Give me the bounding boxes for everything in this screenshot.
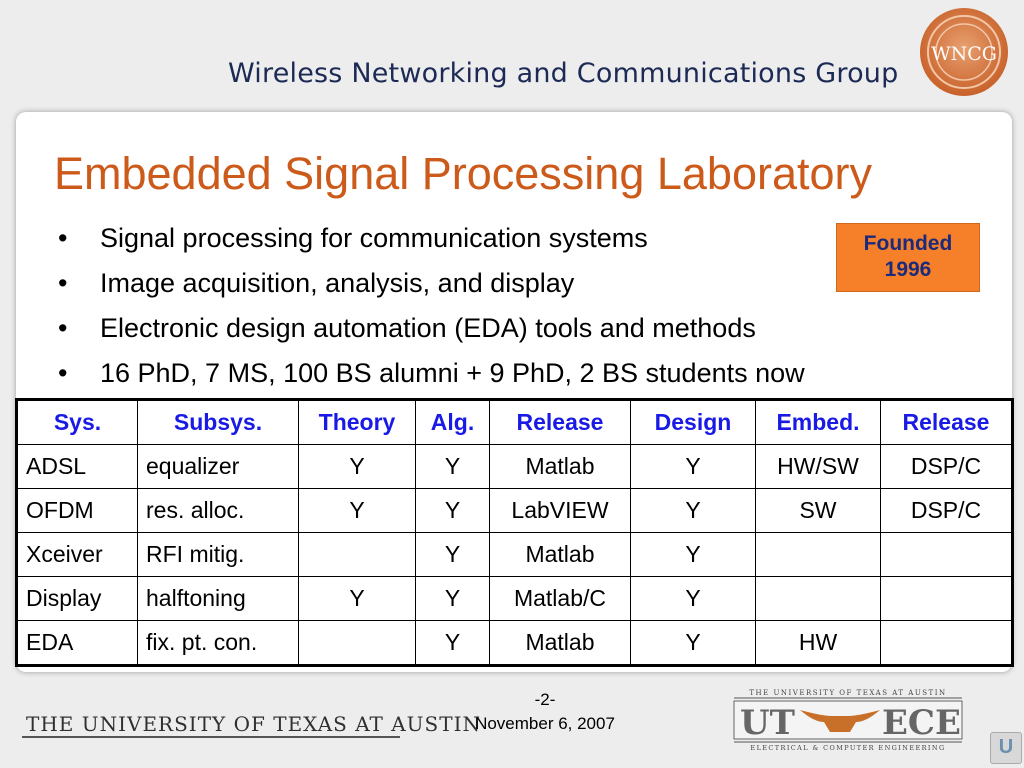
cell-subsys: RFI mitig.: [138, 533, 299, 577]
table-row: [17, 621, 1013, 666]
bullet-item: • 16 PhD, 7 MS, 100 BS alumni + 9 PhD, 2 BS students now: [58, 354, 805, 399]
bullet-icon: •: [58, 313, 68, 343]
founded-badge: [836, 223, 980, 292]
ece-logo-bottom-text: ELECTRICAL & COMPUTER ENGINEERING: [750, 744, 946, 752]
cell-theory: Y: [299, 445, 416, 489]
col-header-embed: Embed.: [756, 400, 881, 445]
cell-release: LabVIEW: [490, 489, 631, 533]
cell-design: Y: [631, 445, 756, 489]
table-row: [17, 489, 1013, 533]
cell-sys: Xceiver: [17, 533, 138, 577]
bullet-icon: •: [58, 358, 68, 388]
cell-sys: Display: [17, 577, 138, 621]
cell-sys: EDA: [17, 621, 138, 666]
page-number: -2-: [534, 690, 556, 709]
cell-release-2: DSP/C: [881, 489, 1013, 533]
cell-alg: Y: [416, 577, 490, 621]
cell-theory: [299, 621, 416, 666]
cell-alg: Y: [416, 489, 490, 533]
col-header-subsys: Subsys.: [138, 400, 299, 445]
cell-design: Y: [631, 489, 756, 533]
cell-sys: ADSL: [17, 445, 138, 489]
cell-embed: HW/SW: [756, 445, 881, 489]
cell-design: Y: [631, 577, 756, 621]
cell-alg: Y: [416, 621, 490, 666]
cell-release: Matlab: [490, 621, 631, 666]
ut-ece-logo: [732, 688, 964, 752]
table-row: [17, 577, 1013, 621]
cell-release-2: [881, 621, 1013, 666]
founded-year: 1996: [884, 258, 932, 281]
bullet-icon: •: [58, 268, 68, 298]
cell-release-2: [881, 577, 1013, 621]
cell-embed: SW: [756, 489, 881, 533]
ut-austin-wordmark: THE UNIVERSITY OF TEXAS AT AUSTIN: [26, 712, 481, 736]
col-header-sys: Sys.: [17, 400, 138, 445]
cell-release-2: DSP/C: [881, 445, 1013, 489]
cell-design: Y: [631, 533, 756, 577]
cell-subsys: halftoning: [138, 577, 299, 621]
cell-subsys: res. alloc.: [138, 489, 299, 533]
col-header-theory: Theory: [299, 400, 416, 445]
u-icon[interactable]: U: [990, 732, 1022, 764]
header-title: Wireless Networking and Communications Group: [228, 58, 899, 89]
cell-release: Matlab: [490, 533, 631, 577]
cell-theory: Y: [299, 489, 416, 533]
logo-text: WNCG: [931, 43, 997, 65]
table-row: [17, 533, 1013, 577]
cell-embed: [756, 533, 881, 577]
col-header-alg: Alg.: [416, 400, 490, 445]
wncg-logo: [918, 6, 1010, 98]
bullet-icon: •: [58, 223, 68, 253]
founded-label: Founded: [863, 232, 953, 255]
table-header-row: [17, 400, 1013, 445]
bullet-item: • Image acquisition, analysis, and display: [58, 264, 805, 309]
cell-release-2: [881, 533, 1013, 577]
cell-embed: [756, 577, 881, 621]
cell-embed: HW: [756, 621, 881, 666]
cell-alg: Y: [416, 533, 490, 577]
cell-alg: Y: [416, 445, 490, 489]
slide-date: November 6, 2007: [475, 714, 615, 733]
ece-logo-ece: ECE: [882, 703, 961, 743]
slide-title: Embedded Signal Processing Laboratory: [54, 148, 872, 199]
cell-subsys: fix. pt. con.: [138, 621, 299, 666]
cell-release: Matlab: [490, 445, 631, 489]
cell-sys: OFDM: [17, 489, 138, 533]
col-header-release: Release: [490, 400, 631, 445]
cell-subsys: equalizer: [138, 445, 299, 489]
footer-divider: [22, 736, 400, 738]
cell-theory: [299, 533, 416, 577]
cell-theory: Y: [299, 577, 416, 621]
bullet-item: • Signal processing for communication systems: [58, 219, 805, 264]
bullet-list: [58, 219, 805, 399]
ece-logo-ut: UT: [740, 703, 795, 743]
bullet-item: • Electronic design automation (EDA) tools and methods: [58, 309, 805, 354]
ece-logo-top-text: THE UNIVERSITY OF TEXAS AT AUSTIN: [749, 689, 947, 697]
col-header-design: Design: [631, 400, 756, 445]
cell-release: Matlab/C: [490, 577, 631, 621]
cell-design: Y: [631, 621, 756, 666]
table-row: [17, 445, 1013, 489]
col-header-release-2: Release: [881, 400, 1013, 445]
project-table: [15, 398, 1014, 667]
